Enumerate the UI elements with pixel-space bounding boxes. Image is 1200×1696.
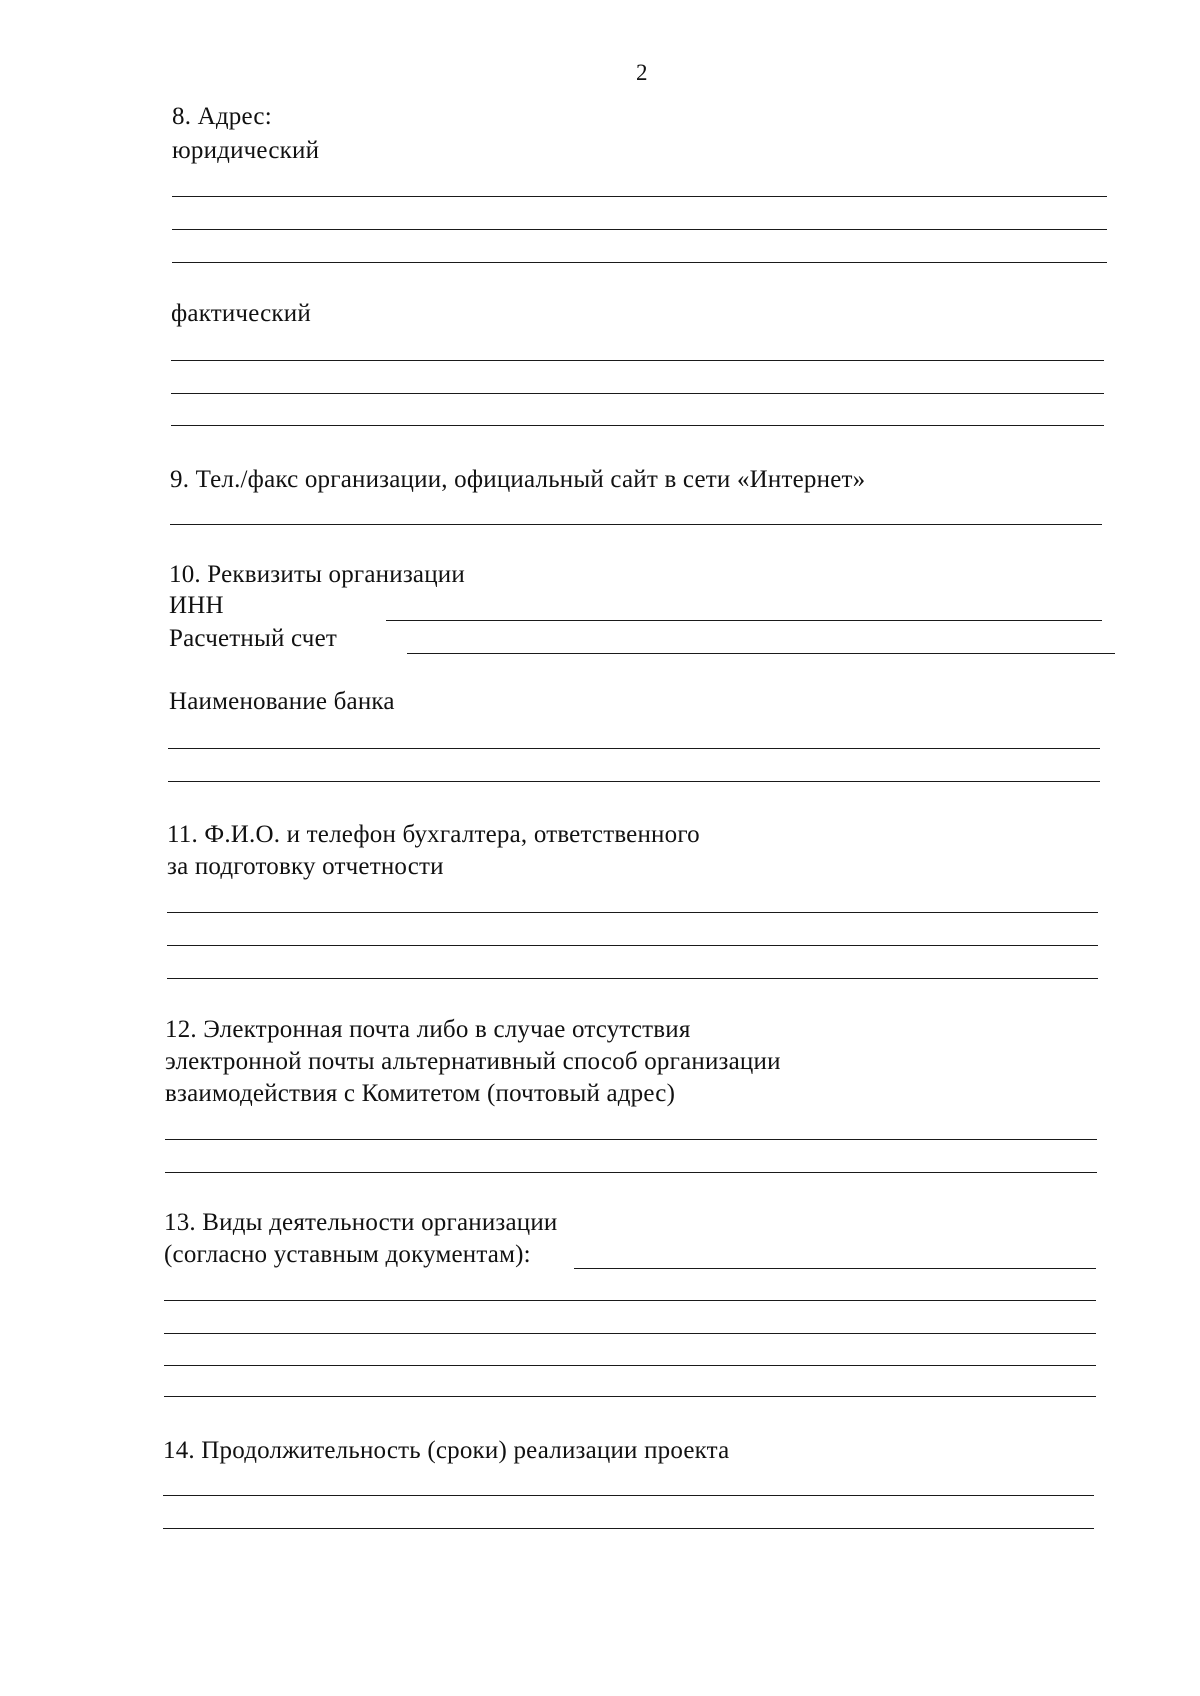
actual-address-line-3[interactable]	[171, 425, 1104, 426]
section-11-line-1: 11. Ф.И.О. и телефон бухгалтера, ответственного	[167, 821, 700, 848]
bank-name-line-2[interactable]	[168, 781, 1100, 782]
activities-line-3[interactable]	[164, 1365, 1096, 1366]
activities-inline-line[interactable]	[574, 1268, 1096, 1269]
legal-address-label: юридический	[172, 137, 320, 164]
page-number: 2	[636, 60, 648, 85]
activities-line-4[interactable]	[164, 1396, 1096, 1397]
duration-line-1[interactable]	[163, 1495, 1094, 1496]
section-11-line-2: за подготовку отчетности	[167, 853, 444, 880]
actual-address-line-1[interactable]	[171, 360, 1104, 361]
section-13-line-2: (согласно уставным документам):	[164, 1241, 531, 1268]
section-8-title: 8. Адрес:	[172, 103, 272, 130]
section-13-line-1: 13. Виды деятельности организации	[164, 1209, 558, 1236]
accountant-line-1[interactable]	[167, 912, 1098, 913]
section-9-title: 9. Тел./факс организации, официальный сайт в сети «Интернет»	[170, 466, 866, 493]
section-12-line-3: взаимодействия с Комитетом (почтовый адрес)	[165, 1080, 676, 1107]
email-line-1[interactable]	[165, 1139, 1097, 1140]
section-14-title: 14. Продолжительность (сроки) реализации проекта	[163, 1437, 730, 1464]
phone-website-line[interactable]	[170, 524, 1102, 525]
legal-address-line-1[interactable]	[172, 196, 1107, 197]
actual-address-label: фактический	[171, 300, 311, 327]
legal-address-line-2[interactable]	[172, 229, 1107, 230]
bank-name-line-1[interactable]	[168, 748, 1100, 749]
legal-address-line-3[interactable]	[172, 262, 1107, 263]
accountant-line-2[interactable]	[167, 945, 1098, 946]
accountant-line-3[interactable]	[167, 978, 1098, 979]
account-line[interactable]	[407, 653, 1115, 654]
actual-address-line-2[interactable]	[171, 393, 1104, 394]
section-12-line-2: электронной почты альтернативный способ организации	[165, 1048, 781, 1075]
inn-label: ИНН	[169, 592, 224, 619]
activities-line-2[interactable]	[164, 1333, 1096, 1334]
duration-line-2[interactable]	[163, 1528, 1094, 1529]
section-10-title: 10. Реквизиты организации	[169, 561, 465, 588]
activities-line-1[interactable]	[164, 1300, 1096, 1301]
section-12-line-1: 12. Электронная почта либо в случае отсутствия	[165, 1016, 691, 1043]
email-line-2[interactable]	[165, 1172, 1097, 1173]
bank-name-label: Наименование банка	[169, 688, 395, 715]
account-label: Расчетный счет	[169, 625, 337, 652]
inn-line[interactable]	[386, 620, 1102, 621]
